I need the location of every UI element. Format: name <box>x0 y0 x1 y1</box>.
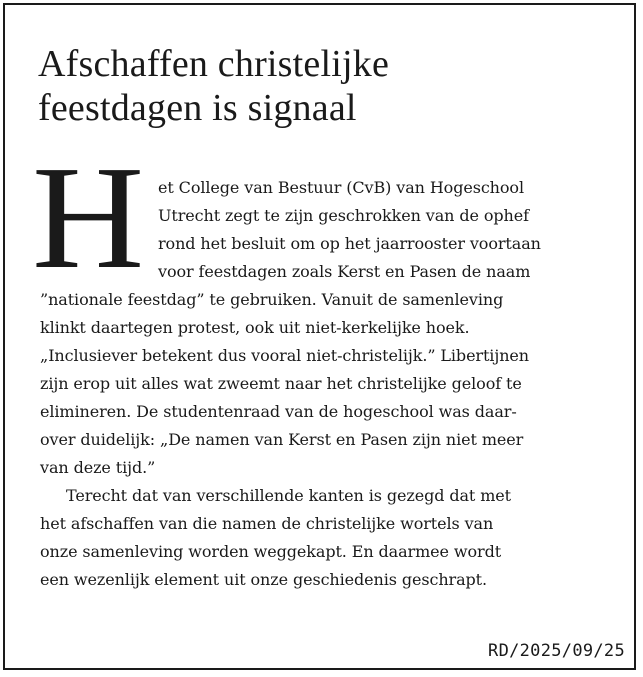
text-line: onze samenleving worden weggekapt. En daarmee wordt <box>40 542 502 561</box>
text-line: een wezenlijk element uit onze geschiedenis geschrapt. <box>40 570 487 589</box>
text-line: elimineren. De studentenraad van de hogeschool was daar- <box>40 402 517 421</box>
text-line: et College van Bestuur (CvB) van Hogeschool <box>158 178 524 197</box>
text-line: zijn erop uit alles wat zweemt naar het christelijke geloof te <box>40 374 522 393</box>
text-line: ”nationale feestdag” te gebruiken. Vanuit de samenleving <box>40 290 504 309</box>
headline-line: Afschaffen christelijke <box>38 43 390 85</box>
text-line: Utrecht zegt te zijn geschrokken van de ophef <box>158 206 529 225</box>
text-line: van deze tijd.” <box>40 458 156 477</box>
text-line: „Inclusiever betekent dus vooral niet-christelijk.” Libertijnen <box>40 346 529 365</box>
text-line: het afschaffen van die namen de christelijke wortels van <box>40 514 494 533</box>
article-headline <box>38 42 598 130</box>
text-line: over duidelijk: „De namen van Kerst en Pasen zijn niet meer <box>40 430 524 449</box>
drop-cap: H <box>32 136 145 300</box>
text-line: rond het besluit om op het jaarrooster voortaan <box>158 234 541 253</box>
text-line: klinkt daartegen protest, ook uit niet-kerkelijke hoek. <box>40 318 470 337</box>
source-date-stamp: RD/2025/09/25 <box>488 641 625 661</box>
text-line: Terecht dat van verschillende kanten is gezegd dat met <box>66 486 512 505</box>
text-line: voor feestdagen zoals Kerst en Pasen de naam <box>158 262 531 281</box>
headline-line: feestdagen is signaal <box>38 87 357 129</box>
